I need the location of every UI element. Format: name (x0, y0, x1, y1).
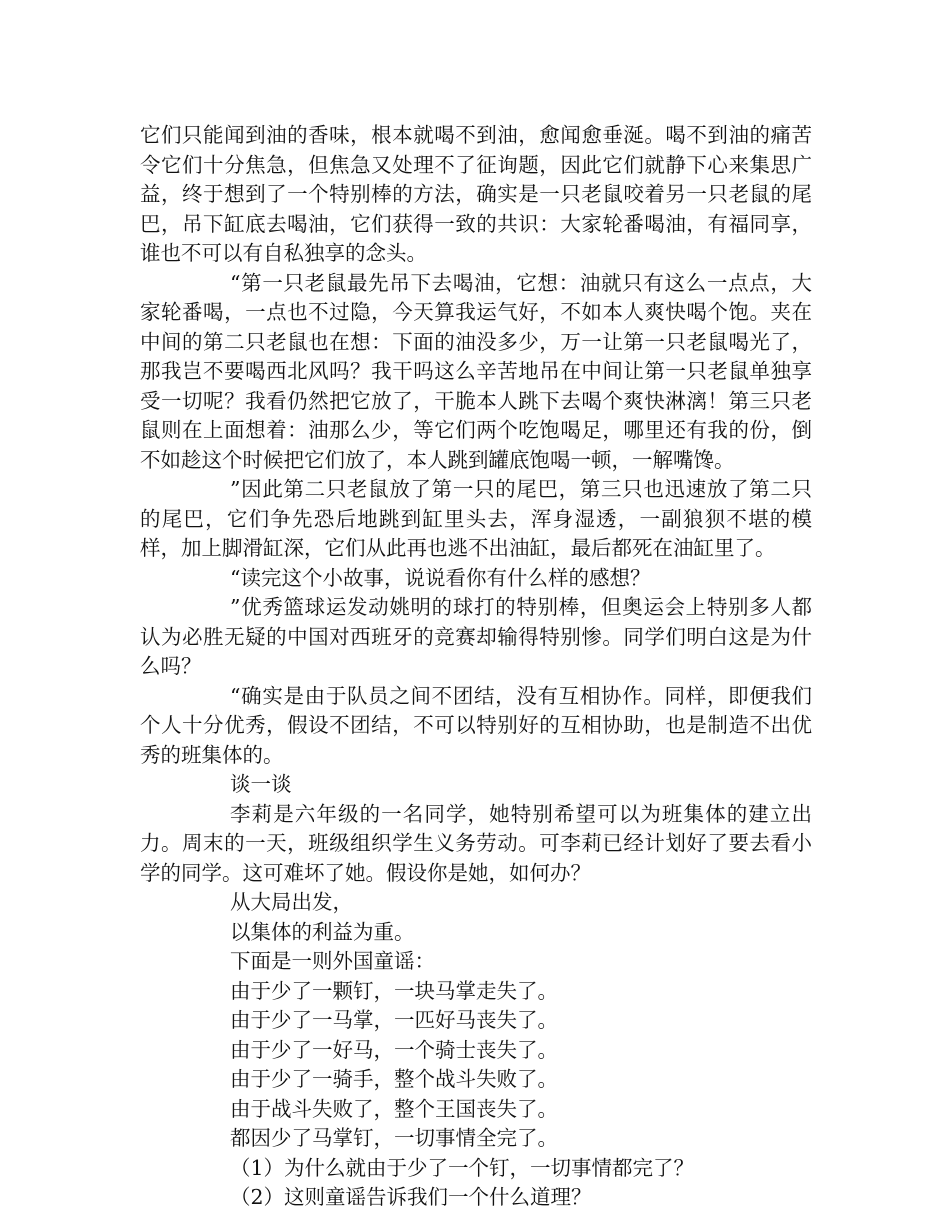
question-line: （1）为什么就由于少了一个钉，一切事情都完了？ (230, 1155, 695, 1180)
rhyme-line: 由于少了一好马，一个骑士丧失了。 (230, 1037, 558, 1062)
story-paragraph: ”优秀篮球运发动姚明的球打的特别棒，但奥运会上特别多人都认为必胜无疑的中国对西班牙的竞赛却输得特别惨。同学们明白这是为什么吗？ (140, 595, 812, 678)
story-paragraph: 它们只能闻到油的香味，根本就喝不到油，愈闻愈垂涎。喝不到油的痛苦令它们十分焦急，但焦急又处理不了征询题，因此它们就静下心来集思广益，终于想到了一个特别棒的方法，确实是一只老鼠咬着另一只老鼠的尾巴，吊下缸底去喝油，它们获得一致的共识：大家轮番喝油，有福同享，谁也不可以有自私独享的念头。 (140, 123, 812, 265)
rhyme-line: 由于战斗失败了，整个王国丧失了。 (230, 1096, 558, 1121)
story-paragraph: “第一只老鼠最先吊下去喝油，它想：油就只有这么一点点，大家轮番喝，一点也不过隐，今天算我运气好，不如本人爽快喝个饱。夹在中间的第二只老鼠也在想：下面的油没多少，万一让第一只老鼠喝光了，那我岂不要喝西北风吗？我干吗这么辛苦地吊在中间让第一只老鼠单独享受一切呢？我看仍然把它放了，干脆本人跳下去喝个爽快淋漓！第三只老鼠则在上面想着：油那么少，等它们两个吃饱喝足，哪里还有我的份，倒不如趁这个时候把它们放了，本人跳到罐底饱喝一顿，一解嘴馋。 (140, 270, 812, 472)
question-line: （2）这则童谣告诉我们一个什么道理？ (230, 1185, 592, 1209)
rhyme-line: 由于少了一马掌，一匹好马丧失了。 (230, 1008, 558, 1032)
story-question: “读完这个小故事，说说看你有什么样的感想？ (230, 565, 651, 590)
rhyme-line: 都因少了马掌钉，一切事情全完了。 (230, 1126, 558, 1150)
rhyme-line: 由于少了一骑手，整个战斗失败了。 (230, 1067, 558, 1091)
story-paragraph: “确实是由于队员之间不团结，没有互相协作。同样，即便我们个人十分优秀，假设不团结，不可以特别好的互相协助，也是制造不出优秀的班集体的。 (140, 683, 812, 767)
document-body (140, 121, 812, 1213)
section-title: 谈一谈 (230, 772, 292, 796)
text-line: 以集体的利益为重。 (230, 919, 415, 944)
discussion-paragraph: 李莉是六年级的一名同学，她特别希望可以为班集体的建立出力。周末的一天，班级组织学生义务劳动。可李莉已经计划好了要去看小学的同学。这可难坏了她。假设你是她，如何办？ (140, 801, 812, 885)
text-line: 从大局出发， (230, 890, 353, 914)
story-paragraph: ”因此第二只老鼠放了第一只的尾巴，第三只也迅速放了第二只的尾巴，它们争先恐后地跳到缸里头去，浑身湿透，一副狼狈不堪的模样，加上脚滑缸深，它们从此再也逃不出油缸，最后都死在油缸里了。 (140, 477, 812, 560)
text-line: 下面是一则外国童谣： (230, 949, 435, 973)
rhyme-line: 由于少了一颗钉，一块马掌走失了。 (230, 978, 558, 1003)
